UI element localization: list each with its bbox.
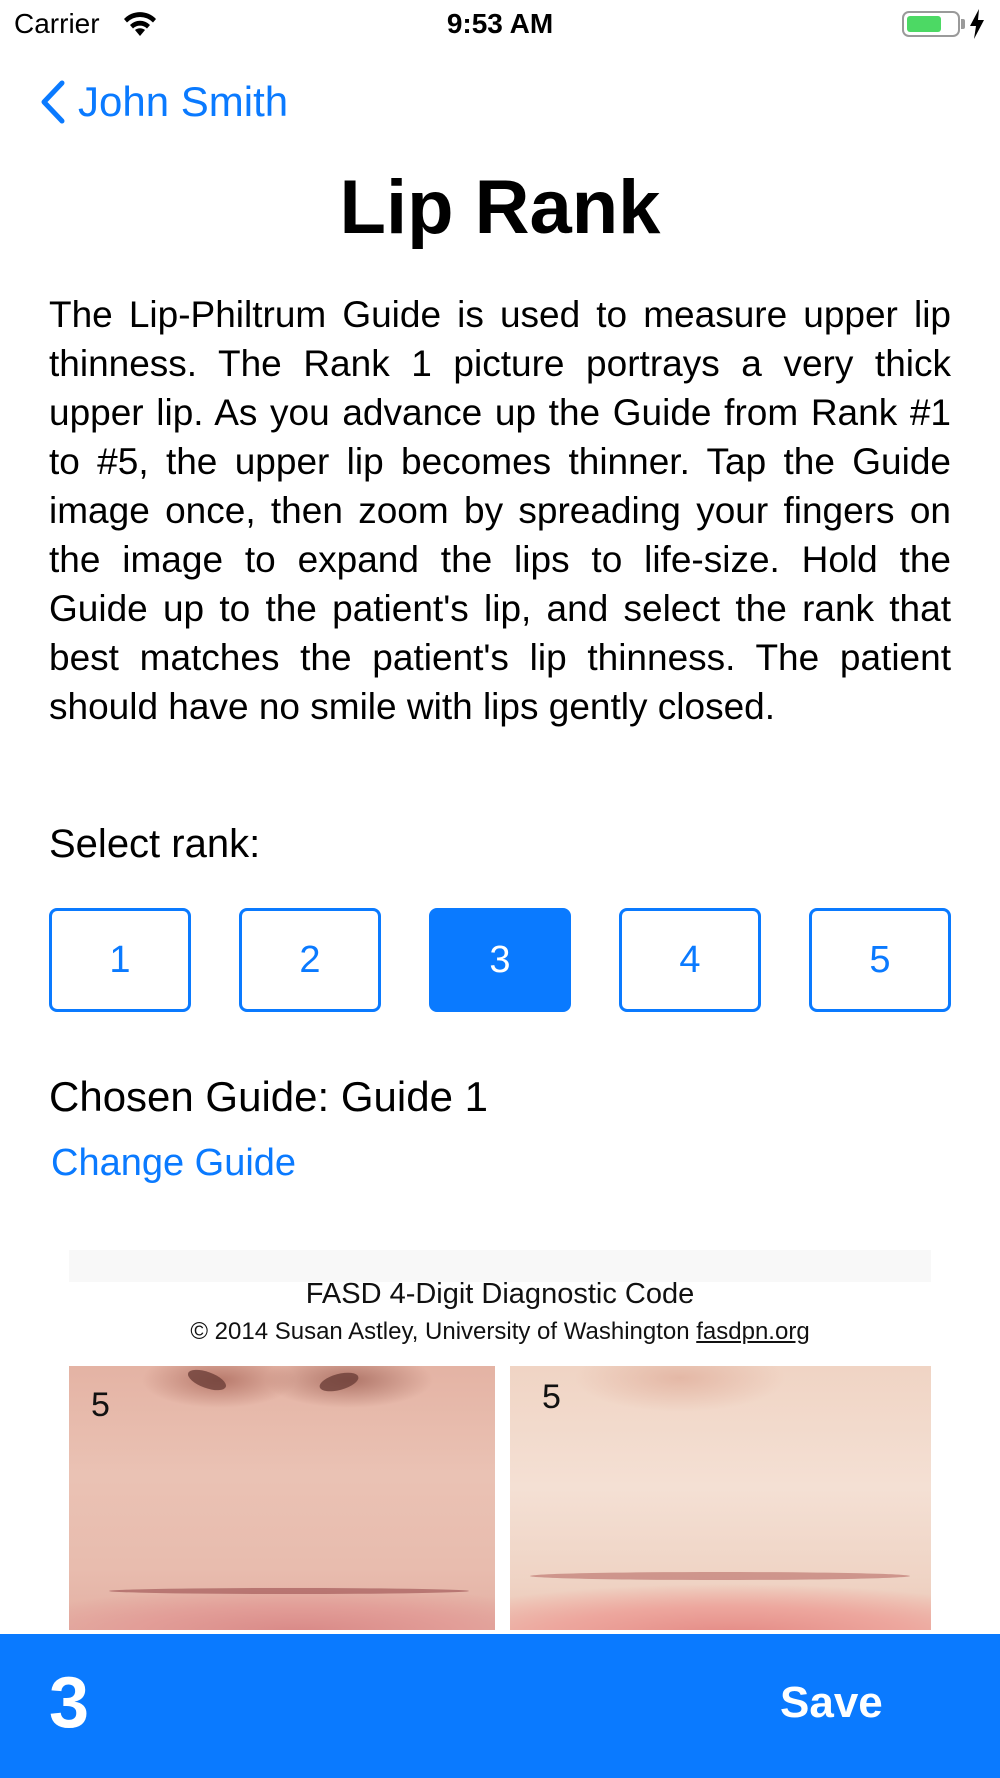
rank-button-4[interactable]: 4 (619, 908, 761, 1012)
save-button[interactable]: Save (780, 1678, 883, 1727)
nostril-shape (185, 1366, 228, 1394)
rank-selector (49, 908, 951, 1012)
status-time: 9:53 AM (446, 8, 554, 39)
back-label: John Smith (78, 78, 289, 125)
guide-credit (69, 1318, 931, 1346)
battery-cap (961, 19, 965, 29)
photo-rank-number: 5 (91, 1386, 110, 1424)
lip-photo-left (69, 1366, 495, 1630)
change-guide-link[interactable]: Change Guide (51, 1142, 297, 1184)
description-text: The Lip-Philtrum Guide is used to measure upper lip thinness. The Rank 1 picture portrays a very thick upper lip. As you advance up the Guide from Rank #1 to #5, the upper lip becomes thinner. Tap the Guide image once, then zoom by spreading your fingers on the image to expand the lips to life-size. Hold the Guide up to the patient's lip, and select the rank that best matches the patient's lip thinness. The patient should have no smile with lips gently closed. (49, 294, 951, 727)
chevron-left-icon (38, 79, 66, 125)
guide-credit-link: fasdpn.org (696, 1318, 810, 1345)
selected-rank-value: 3 (49, 1663, 90, 1743)
lip-philtrum-guide-image[interactable] (69, 1250, 931, 1630)
guide-credit-text: © 2014 Susan Astley, University of Washington (190, 1318, 697, 1345)
chosen-guide-label: Chosen Guide: Guide 1 (49, 1073, 488, 1120)
rank-button-3[interactable]: 3 (429, 908, 571, 1012)
guide-heading: FASD 4-Digit Diagnostic Code (305, 1278, 695, 1310)
lip-line (109, 1588, 469, 1594)
status-bar (0, 0, 1000, 50)
rank-button-5[interactable]: 5 (809, 908, 951, 1012)
charging-bolt-icon (968, 8, 986, 40)
rank-button-2[interactable]: 2 (239, 908, 381, 1012)
lip-photo-right (510, 1366, 931, 1630)
battery-fill (907, 16, 941, 32)
photo-rank-number: 5 (542, 1378, 561, 1416)
select-rank-label: Select rank: (49, 822, 261, 866)
rank-button-1[interactable]: 1 (49, 908, 191, 1012)
nostril-shape (318, 1369, 361, 1395)
carrier-label: Carrier (14, 8, 100, 39)
back-button[interactable] (38, 74, 288, 130)
lip-line (530, 1572, 910, 1580)
bottom-bar (0, 1634, 1000, 1778)
battery-icon (902, 11, 960, 37)
page-title: Lip Rank (339, 165, 661, 250)
